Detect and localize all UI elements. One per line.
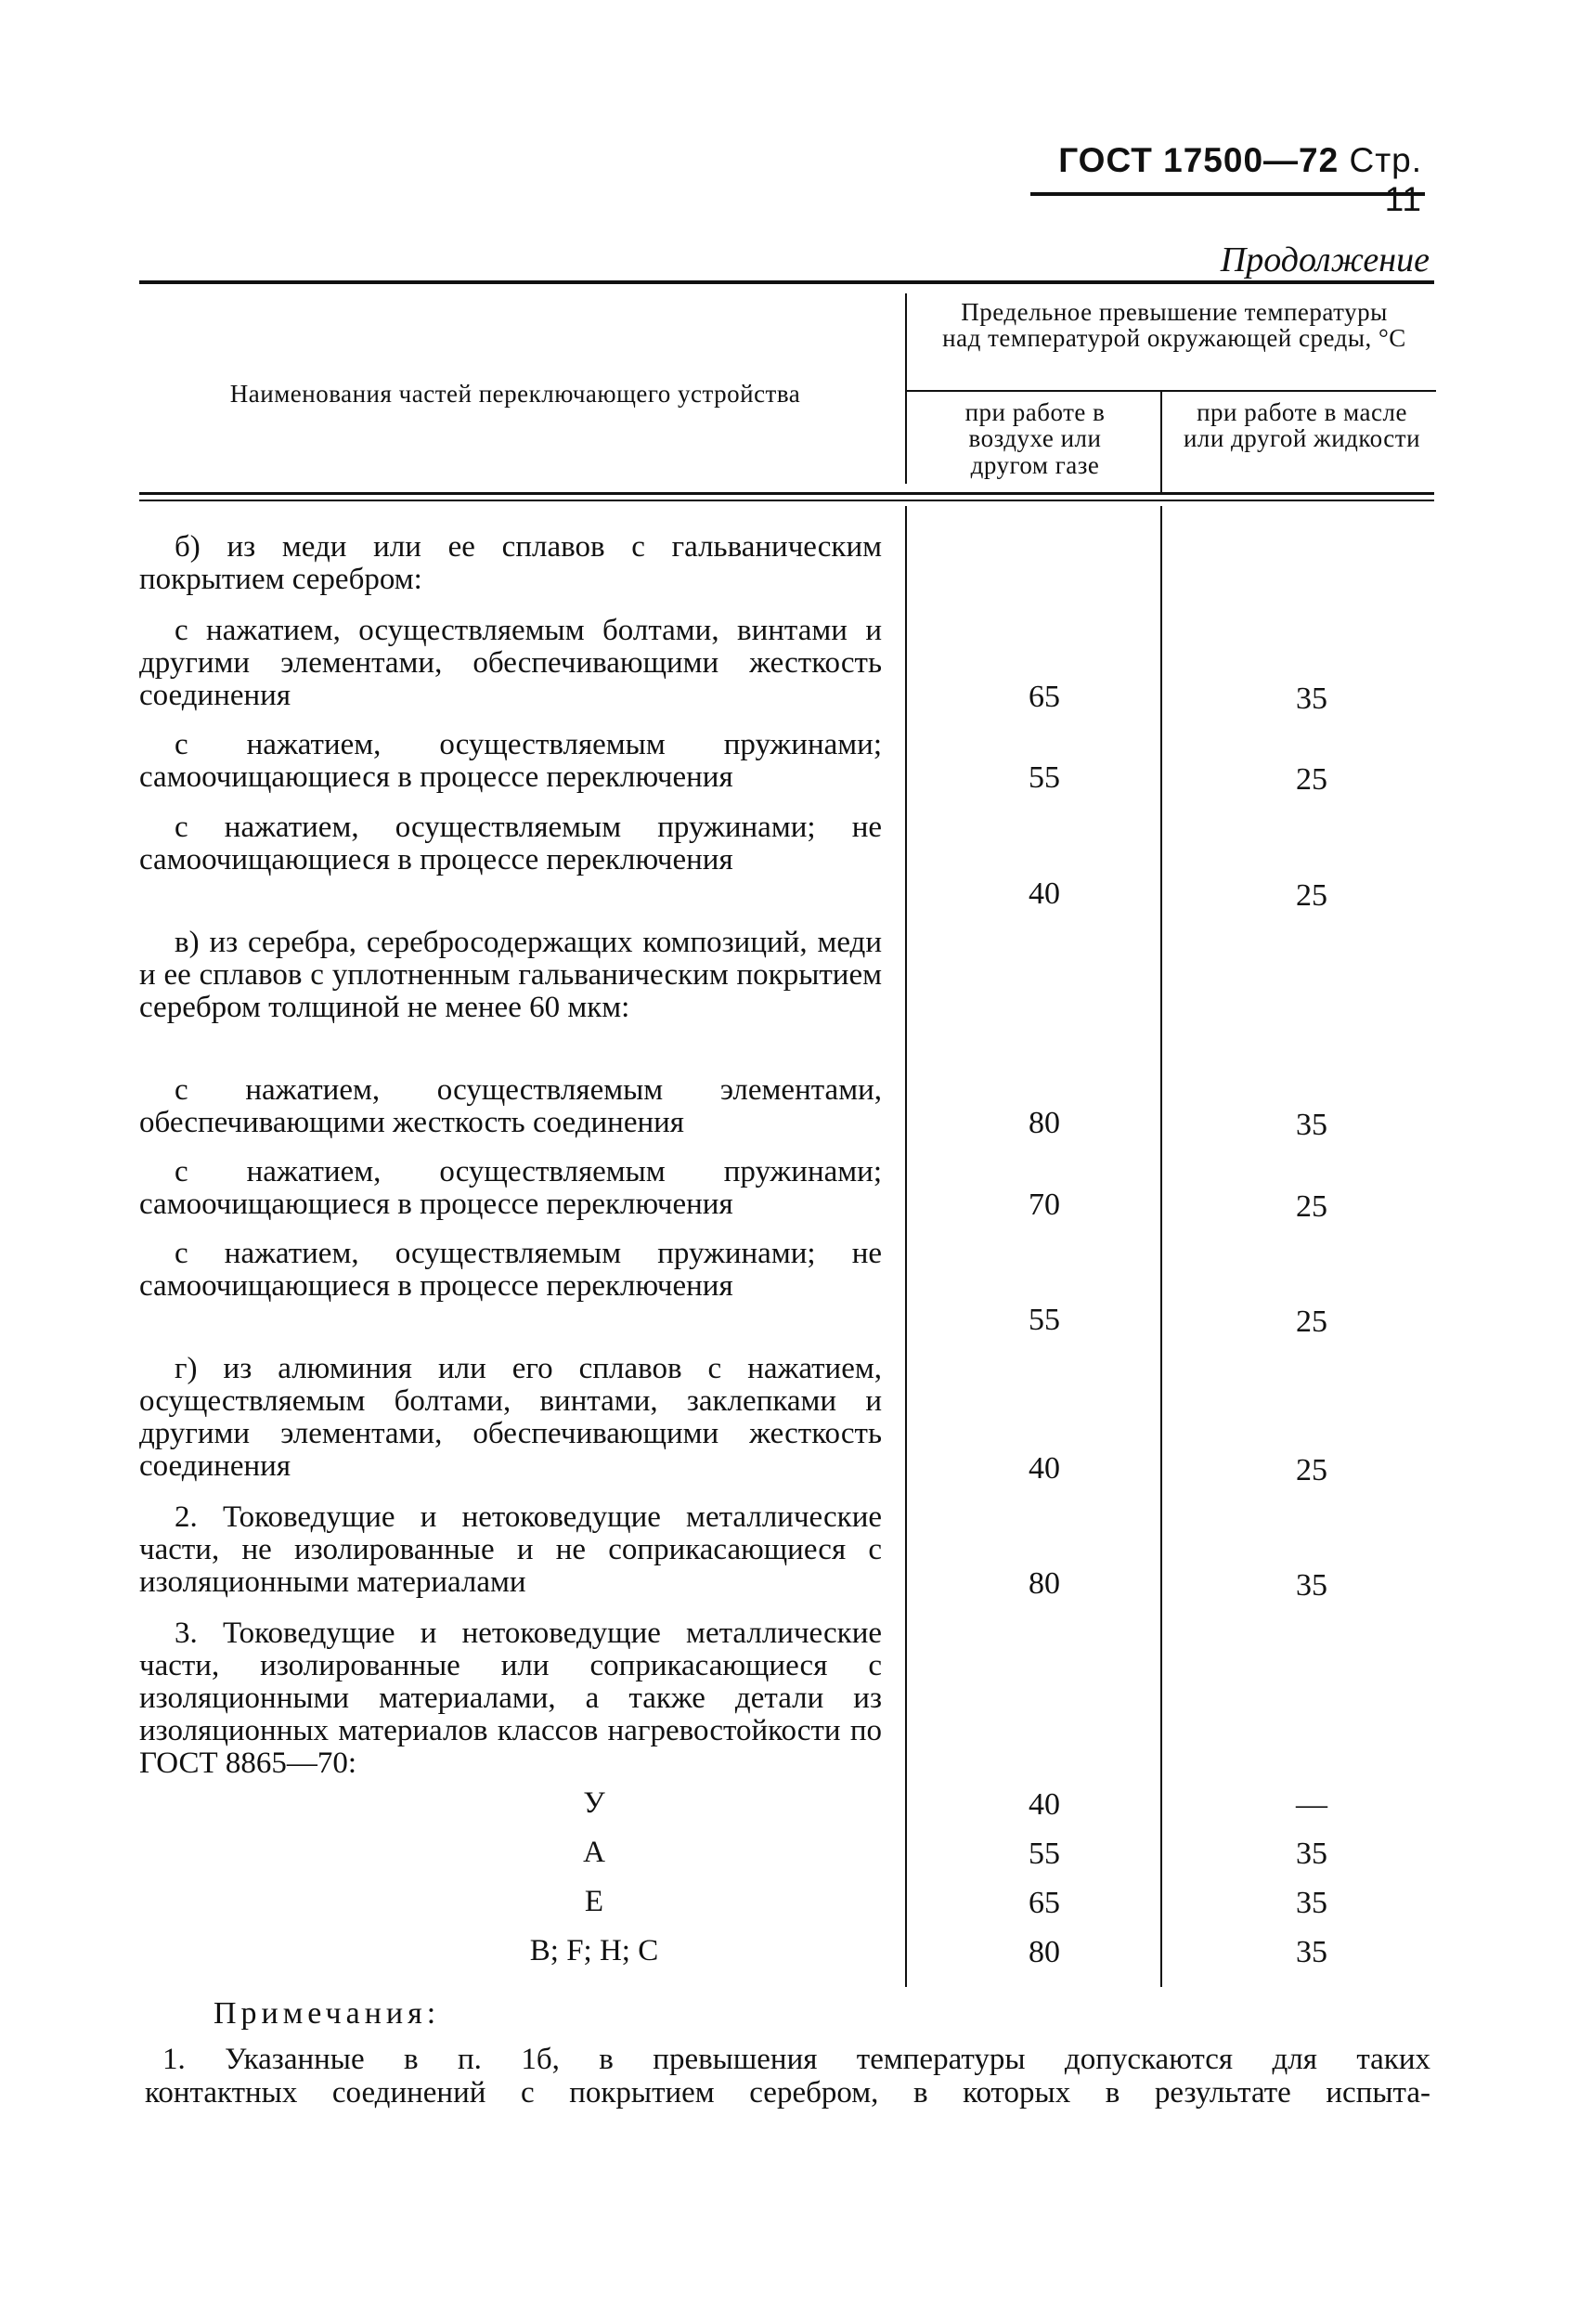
value-oil: 35 bbox=[1296, 1568, 1327, 1603]
header-divider-1 bbox=[905, 293, 907, 484]
page-header bbox=[1021, 141, 1422, 219]
row-text: 2. Токоведущие и нетоковедущие металлические части, не изолированные и не соприкасающиеся с изоляционными материалами bbox=[139, 1500, 882, 1599]
value-oil: 25 bbox=[1296, 1189, 1327, 1224]
notes-title: Примечания: bbox=[214, 1996, 441, 2031]
value-oil: 25 bbox=[1296, 762, 1327, 797]
value-oil: 25 bbox=[1296, 1453, 1327, 1487]
value-air: 40 bbox=[1029, 876, 1060, 911]
row-text: с нажатием, осуществляемым пружинами; не самоочищающиеся в процессе переключения bbox=[139, 1237, 882, 1303]
column-header-name: Наименования частей переключающего устройства bbox=[229, 380, 801, 408]
note-line: 1. Указанные в п. 1б, в превышения температуры допускаются для таких bbox=[162, 2043, 1430, 2076]
value-oil: 35 bbox=[1296, 1108, 1327, 1142]
value-air: 55 bbox=[1029, 760, 1060, 795]
row-text: У bbox=[583, 1786, 605, 1820]
row-text: г) из алюминия или его сплавов с нажатием, осуществляемым болтами, винтами, заклепками и другими элементами, обеспечивающими жесткость соединения bbox=[139, 1352, 882, 1483]
row-text: с нажатием, осуществляемым пружинами; самоочищающиеся в процессе переключения bbox=[139, 728, 882, 794]
value-air: 55 bbox=[1029, 1303, 1060, 1337]
row-text: в) из серебра, серебросодержащих композиций, меди и ее сплавов с уплотненным гальваническим покрытием серебром толщиной не менее 60 мкм: bbox=[139, 926, 882, 1024]
page-number: Стр. 11 bbox=[1349, 141, 1422, 218]
standard-number: ГОСТ 17500—72 bbox=[1058, 141, 1340, 179]
table-top-rule bbox=[139, 280, 1434, 284]
body-divider-2 bbox=[1160, 506, 1162, 1987]
value-air: 80 bbox=[1029, 1566, 1060, 1601]
row-text: с нажатием, осуществляемым пружинами; не самоочищающиеся в процессе переключения bbox=[139, 811, 882, 876]
note-line: контактных соединений с покрытием серебром, в которых в результате испыта- bbox=[145, 2076, 1430, 2110]
column-header-oil: при работе в масле или другой жидкости bbox=[1183, 398, 1421, 453]
value-oil: 35 bbox=[1296, 1837, 1327, 1871]
column-header-air: при работе в воздухе или другом газе bbox=[964, 398, 1106, 479]
value-air: 80 bbox=[1029, 1106, 1060, 1140]
continuation-label: Продолжение bbox=[1220, 240, 1430, 279]
value-air: 40 bbox=[1029, 1451, 1060, 1486]
header-bottom-rule-2 bbox=[139, 500, 1434, 501]
value-air: 70 bbox=[1029, 1188, 1060, 1222]
row-text: В; F; Н; С bbox=[529, 1934, 659, 1967]
value-air: 80 bbox=[1029, 1935, 1060, 1969]
subheader-rule bbox=[905, 390, 1436, 392]
column-header-group: Предельное превышение температуры над температурой окружающей среды, °С bbox=[942, 298, 1406, 353]
header-rule bbox=[1030, 192, 1425, 196]
value-oil: — bbox=[1296, 1787, 1327, 1822]
row-text: А bbox=[583, 1836, 605, 1869]
value-air: 55 bbox=[1029, 1837, 1060, 1871]
row-text: с нажатием, осуществляемым элементами, обеспечивающими жесткость соединения bbox=[139, 1073, 882, 1139]
header-divider-2 bbox=[1160, 390, 1162, 492]
row-text: с нажатием, осуществляемым пружинами; самоочищающиеся в процессе переключения bbox=[139, 1155, 882, 1221]
header-bottom-rule bbox=[139, 492, 1434, 495]
value-oil: 25 bbox=[1296, 1305, 1327, 1339]
row-text: с нажатием, осуществляемым болтами, винтами и другими элементами, обеспечивающими жесткость соединения bbox=[139, 614, 882, 712]
value-air: 65 bbox=[1029, 680, 1060, 714]
row-text: Е bbox=[584, 1885, 604, 1918]
value-oil: 35 bbox=[1296, 682, 1327, 716]
row-text: 3. Токоведущие и нетоковедущие металлические части, изолированные или соприкасающиеся с изоляционными материалами, а также детали из изоляционных материалов классов нагревостойкости по ГОСТ 8865—70: bbox=[139, 1616, 882, 1780]
row-text: б) из меди или ее сплавов с гальваническим покрытием серебром: bbox=[139, 530, 882, 596]
value-air: 65 bbox=[1029, 1886, 1060, 1920]
value-oil: 35 bbox=[1296, 1886, 1327, 1920]
value-air: 40 bbox=[1029, 1787, 1060, 1822]
body-divider-1 bbox=[905, 506, 907, 1987]
value-oil: 35 bbox=[1296, 1935, 1327, 1969]
value-oil: 25 bbox=[1296, 878, 1327, 913]
